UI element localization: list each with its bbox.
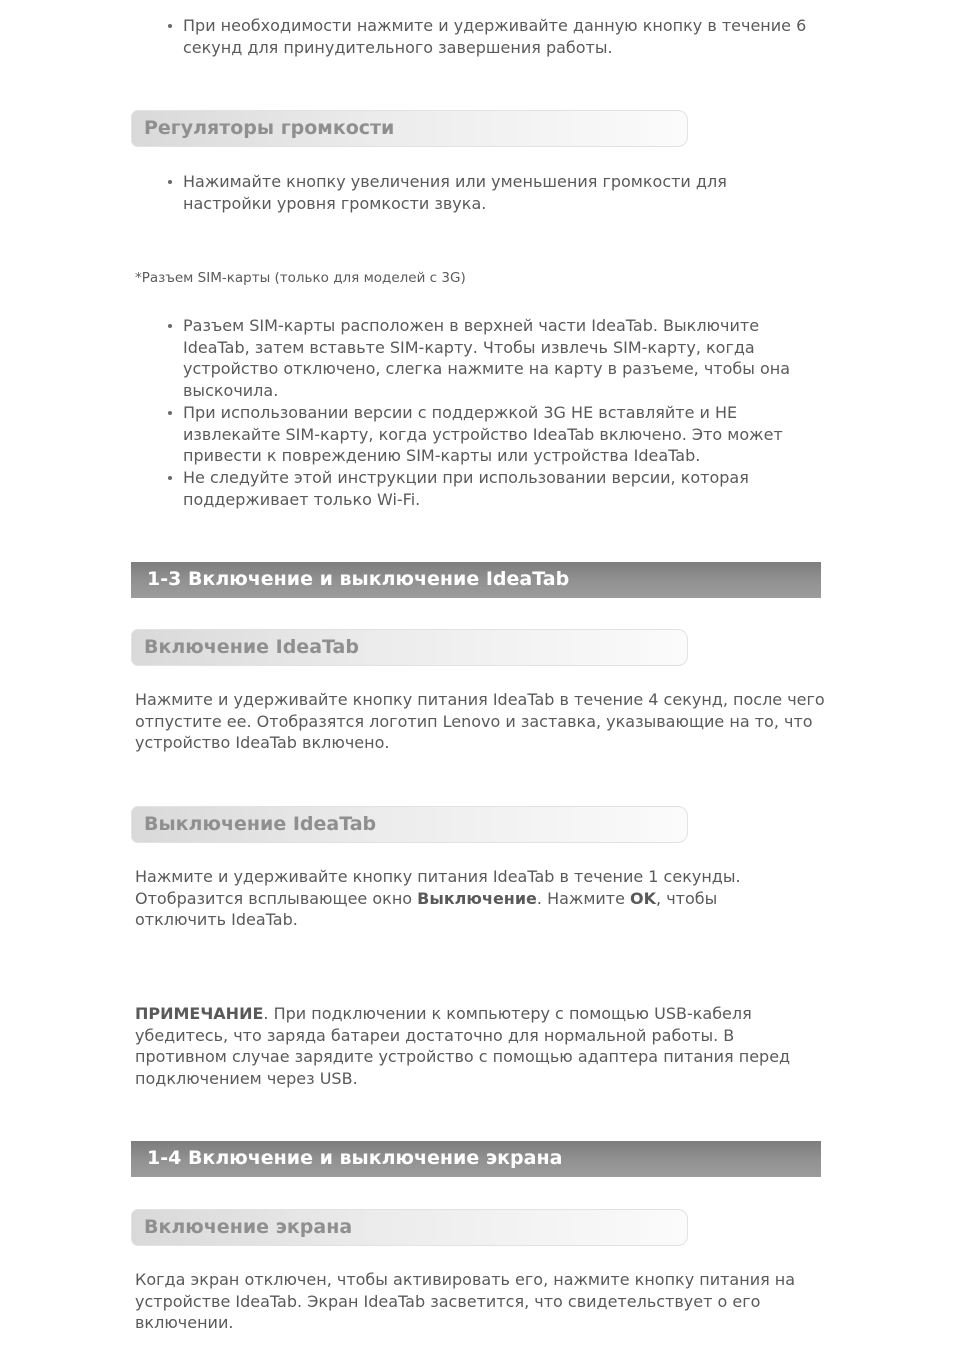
ok-label: OK	[630, 888, 657, 908]
section-title: 1-3 Включение и выключение IdeaTab	[147, 568, 570, 590]
text-segment: , чтобы отключить IdeaTab.	[135, 888, 718, 930]
volume-heading: Регуляторы громкости	[144, 117, 395, 139]
power-on-heading: Включение IdeaTab	[144, 636, 359, 658]
section-title: 1-4 Включение и выключение экрана	[147, 1147, 563, 1169]
screen-on-heading: Включение экрана	[144, 1216, 353, 1238]
list-item: Не следуйте этой инструкции при использовании версии, которая поддерживает только Wi-Fi.	[135, 467, 825, 510]
text-segment: . Нажмите	[536, 888, 631, 908]
power-off-text	[135, 866, 795, 931]
sim-caption: *Разъем SIM-карты (только для моделей с 3G)	[135, 270, 466, 286]
sim-list	[135, 315, 825, 510]
section-header-1-4	[131, 1141, 821, 1177]
screen-on-text: Когда экран отключен, чтобы активировать его, нажмите кнопку питания на устройстве IdeaTab. Экран IdeaTab засветится, что свидетельствует о его включении.	[135, 1270, 796, 1333]
power-off-heading: Выключение IdeaTab	[144, 813, 377, 835]
power-on-subheading-box	[131, 629, 688, 666]
list-item: При использовании версии с поддержкой 3G НЕ вставляйте и НЕ извлекайте SIM-карту, когда устройство IdeaTab включено. Это может привести к повреждению SIM-карты или устройства IdeaTab.	[135, 402, 825, 467]
shutdown-label: Выключение	[417, 888, 537, 908]
volume-list	[135, 171, 795, 214]
note-text: . При подключении к компьютеру с помощью USB-кабеля убедитесь, что заряда батареи достаточно для нормальной работы. В противном случае зарядите устройство с помощью адаптера питания перед подключением через USB.	[135, 1004, 791, 1089]
note-paragraph	[135, 1003, 825, 1090]
power-button-list	[135, 15, 825, 58]
power-off-subheading-box	[131, 806, 688, 843]
volume-subheading-box	[131, 110, 688, 147]
text-segment: Нажмите и удерживайте кнопку питания IdeaTab в течение 1 секунды. Отобразится всплывающее окно	[135, 867, 741, 908]
list-item: Нажимайте кнопку увеличения или уменьшения громкости для настройки уровня громкости звука.	[135, 171, 795, 214]
note-label: ПРИМЕЧАНИЕ	[135, 1004, 264, 1023]
section-header-1-3	[131, 562, 821, 598]
screen-on-subheading-box	[131, 1209, 688, 1246]
list-item: Разъем SIM-карты расположен в верхней части IdeaTab. Выключите IdeaTab, затем вставьте SIM-карту. Чтобы извлечь SIM-карту, когда устройство отключено, слегка нажмите на карту в разъеме, чтобы она выскочила.	[135, 315, 825, 402]
power-on-text: Нажмите и удерживайте кнопку питания IdeaTab в течение 4 секунд, после чего отпустите ее. Отобразятся логотип Lenovo и заставка, указывающие на то, что устройство IdeaTab включено.	[135, 690, 825, 753]
list-item: При необходимости нажмите и удерживайте данную кнопку в течение 6 секунд для принудительного завершения работы.	[135, 15, 825, 58]
